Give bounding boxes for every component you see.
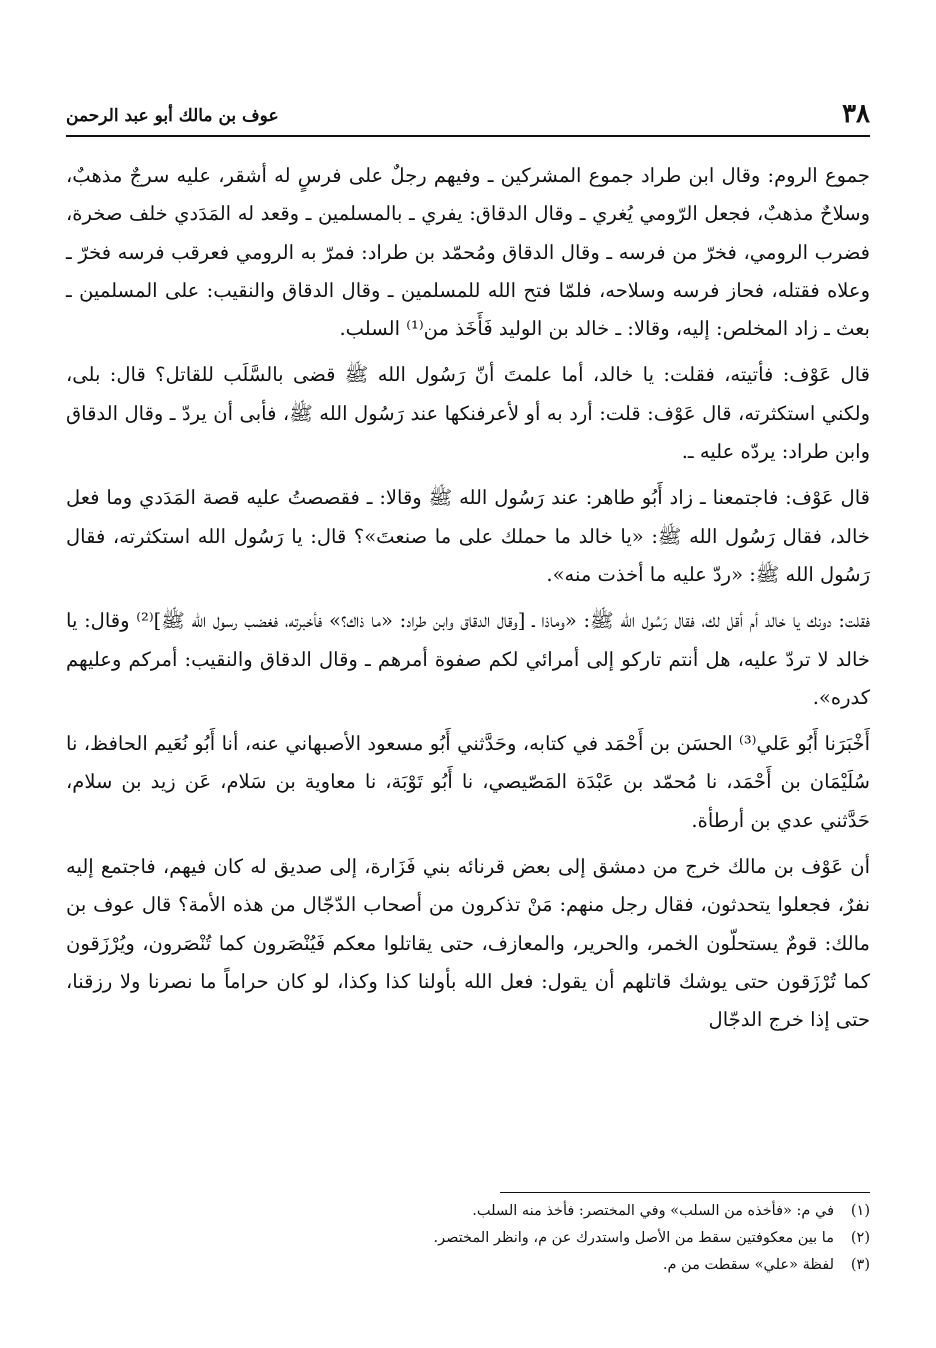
paragraph: فقلت: دونك يا خالد أم أقل لك، فقال رَسُول الله ﷺ: «وماذا ـ [وقال الدقاق وابن طراد: «ما ذاك؟» فأخبرته، فغضب رسول الله ﷺ]⁽²⁾ وقال: يا خالد لا تردّ عليه، هل أنتم تاركو إلى أمرائي لكم صفوة أمرهم ـ وقال الدقاق والنقيب: أمركم وعليهم كدره». — [66, 609, 870, 709]
footnote-rule — [500, 1192, 870, 1193]
paragraph: قال عَوْف: فاجتمعنا ـ زاد أَبُو طاهر: عند رَسُول الله ﷺ وقالا: ـ فقصصتُ عليه قصة المَدَدي وما فعل خالد، فقال رَسُول الله ﷺ: «يا خالد ما حملك على ما صنعتَ»؟ قال: يا رَسُول الله استكثرته، فقال رَسُول الله ﷺ: «ردّ عليه ما أخذت منه». — [66, 486, 870, 586]
footnote-number: (٢) — [850, 1230, 870, 1246]
paragraph: قال عَوْف: فأتيته، فقلت: يا خالد، أما علمتَ أنّ رَسُول الله ﷺ قضى بالسَّلَب للقاتل؟ قال: بلى، ولكني استكثرته، قال عَوْف: قلت: أرد به أو لأعرفنكها عند رَسُول الله ﷺ، فأبى أن يردّ ـ وقال الدقاق وابن طراد: يردّه عليه ـ. — [66, 363, 870, 464]
footnote-text: في م: «فأخذه من السلب» وفي المختصر: فأخذ منه السلب. — [472, 1203, 834, 1219]
paragraph: أن عَوْف بن مالك خرج من دمشق إلى بعض قرنائه بني فَزَارة، إلى صديق له كان فيهم، فاجتمع إليه نفرٌ، فجعلوا يتحدثون، فقال رجل منهم: مَنْ تذكرون من أصحاب الدّجّال من هذه الأمة؟ قال عوف بن مالك: قومٌ يستحلّون الخمر، والحرير، والمعازف، حتى يقاتلوا معكم فَيُنْصَرون كما تُنْصَرون، ويُرْزَقون كما تُرْزَقون حتى يوشك قاتلهم أن يقول: فعل الله بأولنا كذا وكذا، لو كان حراماً ما نصرنا ولا رزقنا، حتى إذا خرج الدجّال — [66, 855, 870, 1032]
footnote-number: (٣) — [850, 1257, 870, 1273]
book-page — [66, 95, 870, 1048]
page-header — [66, 95, 870, 127]
header-rule — [66, 135, 870, 137]
page-number: ٣٨ — [842, 99, 870, 129]
running-title: عوف بن مالك أبو عبد الرحمن — [66, 106, 279, 126]
footnote — [66, 1225, 870, 1252]
footnote-text: لفظة «علي» سقطت من م. — [662, 1257, 834, 1273]
footnote-number: (١) — [850, 1203, 870, 1219]
main-text — [66, 157, 870, 1040]
footnote — [66, 1252, 870, 1279]
paragraph: جموع الروم: وقال ابن طراد جموع المشركين ـ وفيهم رجلٌ على فرسٍ له أشقر، عليه سرجٌ مذهبٌ، وسلاحٌ مذهبٌ، فجعل الرّومي يُغري ـ وقال الدقاق: يفري ـ بالمسلمين ـ وقعد له المَدَدي خلف صخرة، فضرب الرومي، فخرّ من فرسه ـ وقال الدقاق ومُحمّد بن طراد: فمرّ به الرومي فعرقب فرسه فخرّ ـ وعلاه فقتله، فحاز فرسه وسلاحه، فلمّا فتح الله للمسلمين ـ وقال الدقاق والنقيب: على المسلمين ـ بعث ـ زاد المخلص: إليه، وقالا: ـ خالد بن الوليد فَأَخَذ من⁽¹⁾ السلب. — [66, 164, 870, 341]
paragraph: أَخْبَرَنا أَبُو عَلي⁽³⁾ الحسَن بن أَحْمَد في كتابه، وحَدَّثني أَبُو مسعود الأصبهاني عنه، أنا أَبُو نُعَيم الحافظ، نا سُلَيْمَان بن أَحْمَد، نا مُحمّد بن عَبْدَة المَصّيصي، نا أَبُو تَوْبَة، نا معاوية بن سَلام، عَن زيد بن سلام، حَدَّثني عدي بن أرطأة. — [66, 732, 870, 832]
footnotes — [66, 1198, 870, 1279]
footnote — [66, 1198, 870, 1225]
footnote-text: ما بين معكوفتين سقط من الأصل واستدرك عن م، وانظر المختصر. — [433, 1230, 834, 1246]
